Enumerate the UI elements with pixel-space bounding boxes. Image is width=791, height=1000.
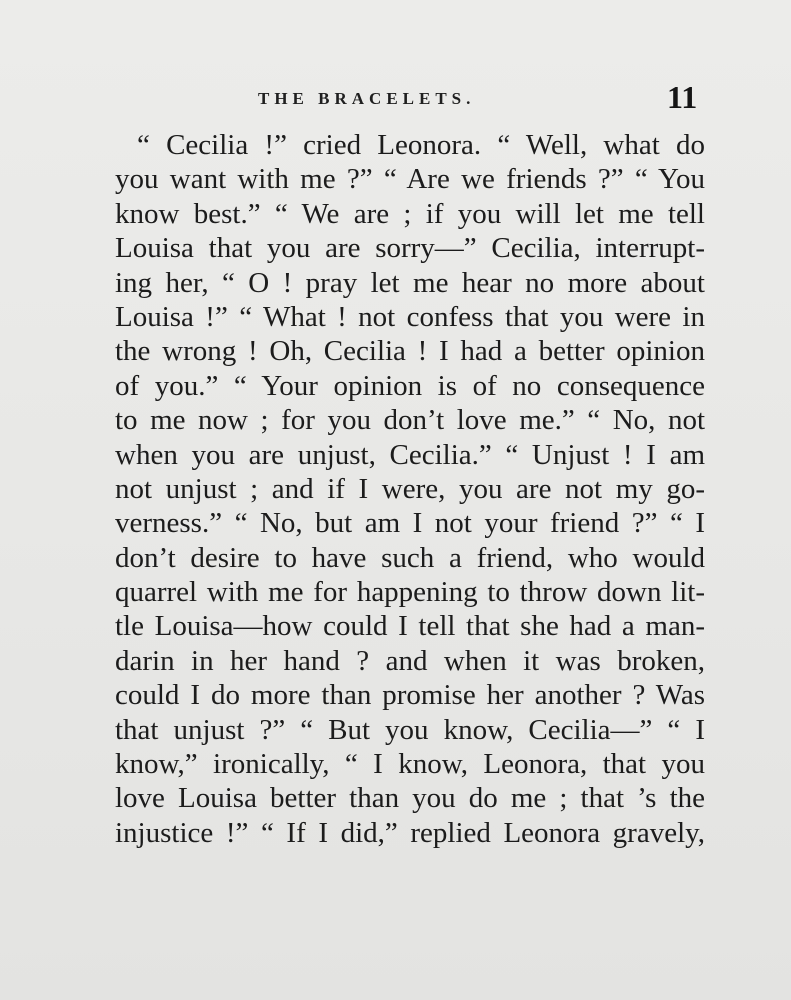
text-line: could I do more than promise her another ? Was xyxy=(115,679,705,712)
page-number: 11 xyxy=(667,79,698,115)
text-line: “ Cecilia !” cried Leonora. “ Well, what do xyxy=(137,129,705,161)
text-line: know,” ironically, “ I know, Leonora, that you xyxy=(115,748,705,781)
text-line: when you are unjust, Cecilia.” “ Unjust ! I am xyxy=(115,438,705,471)
text-line: ing her, “ O ! pray let me hear no more about xyxy=(115,266,705,299)
text-line: darin in her hand ? and when it was broken, xyxy=(115,644,705,677)
text-line: not unjust ; and if I were, you are not my go- xyxy=(115,472,705,505)
text-line: tle Louisa—how could I tell that she had a man- xyxy=(115,610,705,643)
text-line: of you.” “ Your opinion is of no consequence xyxy=(115,369,705,402)
text-line: that unjust ?” “ But you know, Cecilia—” “ I xyxy=(115,713,705,746)
text-line: to me now ; for you don’t love me.” “ No, not xyxy=(115,404,705,437)
text-line: the wrong ! Oh, Cecilia ! I had a better opinion xyxy=(115,335,705,368)
text-line: verness.” “ No, but am I not your friend ?” “ I xyxy=(115,507,705,540)
text-line: know best.” “ We are ; if you will let me tell xyxy=(115,197,705,230)
body-text xyxy=(115,128,705,850)
text-line: don’t desire to have such a friend, who would xyxy=(115,541,705,574)
text-line: injustice !” “ If I did,” replied Leonora gravely, xyxy=(115,816,705,849)
running-head xyxy=(0,79,791,119)
chapter-title: THE BRACELETS. xyxy=(258,89,476,108)
text-line: love Louisa better than you do me ; that ’s the xyxy=(115,782,705,815)
text-line: Louisa that you are sorry—” Cecilia, interrupt- xyxy=(115,232,705,265)
text-line: Louisa !” “ What ! not confess that you were in xyxy=(115,300,705,333)
text-line: quarrel with me for happening to throw down lit- xyxy=(115,576,705,609)
text-line: you want with me ?” “ Are we friends ?” “ You xyxy=(115,163,705,196)
